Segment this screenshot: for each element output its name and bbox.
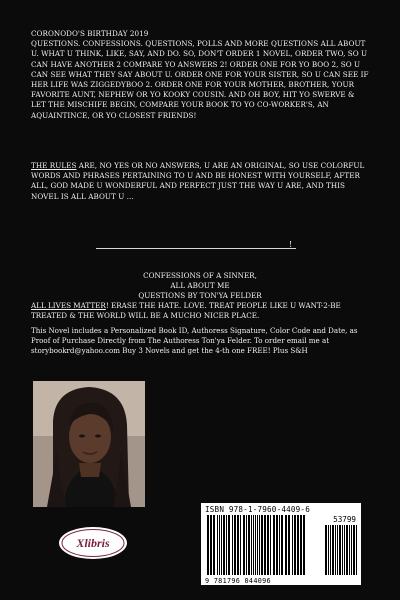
barcode-bar: [288, 515, 290, 575]
barcode-bar: [281, 515, 283, 575]
rules-body: ARE, NO YES OR NO ANSWERS, U ARE AN ORIGINAL, SO USE COLORFUL WORDS AND PHRASES PERTAINING TO U AND BE HONEST WITH YOURSELF, AFTER ALL, GOD MADE U WONDERFUL AND PERFECT JUST THE WAY U ARE, AND THIS NOVEL IS ALL ABOUT U …: [31, 161, 365, 201]
price-code: 53799: [333, 515, 356, 524]
barcode-bar: [223, 515, 225, 575]
barcode-bar: [297, 515, 299, 575]
publisher-name: Xlibris: [76, 536, 110, 550]
barcode-bar: [264, 515, 266, 575]
price-barcode-bar: [344, 525, 345, 575]
price-barcode-bar: [351, 525, 352, 575]
barcode-bar: [207, 515, 209, 575]
ean-text: 9 781796 044096: [205, 577, 271, 585]
title-line-1: CONFESSIONS OF A SINNER,: [143, 271, 257, 280]
price-barcode-bar: [332, 525, 334, 575]
novel-info: This Novel includes a Personalized Book ID, Authoress Signature, Color Code and Date, as Proof of Purchase Directly from The Authoress Ton'ya Felder. To order email me at storybookrd@yahoo.com Buy 3 Novels and get the 4-th one FREE! Plus S&H: [31, 326, 358, 356]
barcode-bar: [243, 515, 245, 575]
title-block: [31, 271, 369, 302]
barcode-bar: [273, 515, 275, 575]
barcode-bar: [276, 515, 278, 575]
intro-section: [31, 29, 369, 121]
barcode-bar: [270, 515, 271, 575]
isbn-text: ISBN 978-1-7960-4409-6: [205, 505, 310, 514]
barcode-panel: [201, 503, 361, 585]
publisher-logo: [58, 526, 128, 564]
barcode-bar: [228, 515, 230, 575]
lives-matter-body: ! ERASE THE HATE. LOVE. TREAT PEOPLE LIKE U WANT-2-BE TREATED & THE WORLD WILL BE A MUCHO NICER PLACE.: [31, 301, 341, 321]
barcode-bar: [246, 515, 247, 575]
barcode-bar: [219, 515, 220, 575]
signature-line-end: !: [289, 240, 293, 249]
barcode-bar: [226, 515, 227, 575]
barcode-bar: [294, 515, 296, 575]
barcode-bar: [261, 515, 263, 575]
xlibris-logo-icon: [58, 526, 128, 560]
barcode-bar: [257, 515, 258, 575]
barcode-bar: [253, 515, 254, 575]
barcode-bar: [303, 515, 305, 575]
price-barcode-bar: [335, 525, 336, 575]
intro-heading: CORONODO'S BIRTHDAY 2019: [31, 29, 149, 38]
price-barcode-bar: [342, 525, 343, 575]
barcode-bar: [232, 515, 233, 575]
price-barcode-bar: [328, 525, 329, 575]
lives-matter-section: [31, 301, 369, 321]
intro-body: QUESTIONS. CONFESSIONS. QUESTIONS, POLLS AND MORE QUESTIONS ALL ABOUT U. WHAT U THINK, LIKE, SAY, AND DO. SO, DON'T ORDER 1 NOVEL, ORDER TWO, SO U CAN HAVE ANOTHER 2 COMPARE YO ANSWERS 2! ORDER ONE FOR YO BOO 2, SO U CAN SEE WHAT THEY SAY ABOUT U. ORDER ONE FOR YOUR SISTER, SO U CAN SEE IF HER LIFE WAS ZIGGEDYBOO 2. ORDER ONE FOR YOUR MOTHER, BROTHER, YOUR FAVORITE AUNT, NEPHEW OR YO KOOKY COUSIN. AND OH BOY, HIT YO SWERVE & LET THE MISCHIFE BEGIN, COMPARE YOUR BOOK TO YO CO-WORKER'S, AN AQUAINTINCE, OR YO CLOSEST FRIENDS!: [31, 39, 369, 120]
price-barcode-bar: [356, 525, 357, 575]
barcode-bar: [210, 515, 212, 575]
price-barcode-bar: [325, 525, 327, 575]
price-barcode-bar: [349, 525, 350, 575]
barcode-bar: [217, 515, 218, 575]
lives-matter-label: ALL LIVES MATTER: [31, 301, 106, 310]
title-line-3: QUESTIONS BY TON'YA FELDER: [138, 291, 262, 301]
rules-section: [31, 161, 369, 202]
barcode-bar: [221, 515, 222, 575]
barcode-bar: [255, 515, 256, 575]
price-barcode-bar: [330, 525, 331, 575]
price-barcode-bar: [353, 525, 355, 575]
barcode-icon: [201, 503, 361, 585]
signature-line: [96, 248, 296, 249]
barcode-bar: [248, 515, 250, 575]
author-photo: [33, 381, 145, 507]
price-barcode-bar: [339, 525, 341, 575]
rules-label: THE RULES: [31, 161, 77, 170]
barcode-bar: [251, 515, 252, 575]
title-line-2: ALL ABOUT ME: [170, 281, 230, 291]
price-barcode-bar: [337, 525, 338, 575]
barcode-bar: [267, 515, 269, 575]
price-barcode-bar: [346, 525, 348, 575]
barcode-bar: [300, 515, 302, 575]
barcode-bar: [259, 515, 260, 575]
barcode-bar: [234, 515, 236, 575]
barcode-bar: [240, 515, 241, 575]
author-portrait-illustration: [33, 381, 145, 507]
barcode-bar: [279, 515, 280, 575]
barcode-bar: [213, 515, 215, 575]
barcode-bar: [237, 515, 239, 575]
barcode-bar: [292, 515, 293, 575]
barcode-bar: [285, 515, 287, 575]
